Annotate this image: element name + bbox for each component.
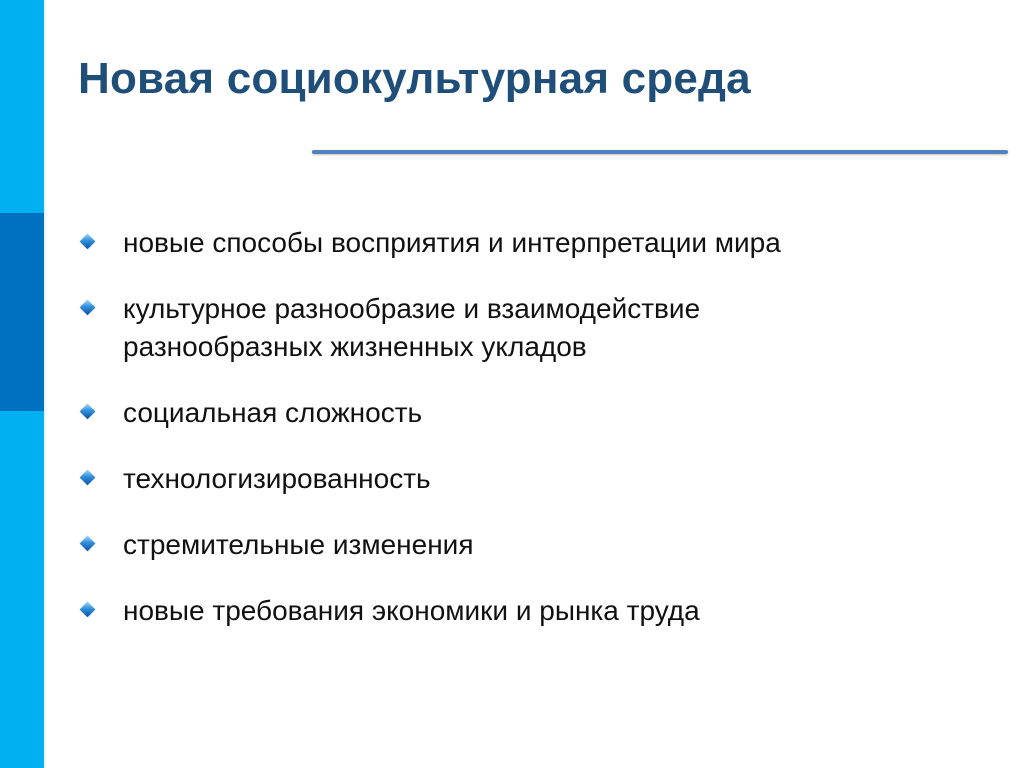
bullet-item (80, 224, 1000, 262)
title-underline (312, 150, 1008, 154)
bullet-text: стремительные изменения (123, 529, 474, 560)
bullet-item (80, 526, 1000, 564)
diamond-bullet-icon (80, 470, 96, 486)
bullet-item (80, 592, 1000, 630)
bullet-text: социальная сложность (123, 397, 423, 428)
diamond-bullet-icon (80, 300, 96, 316)
diamond-bullet-icon (80, 602, 96, 618)
bullet-text: культурное разнообразие и взаимодействие разнообразных жизненных укладов (123, 293, 701, 362)
diamond-bullet-icon (80, 404, 96, 420)
slide-title: Новая социокультурная среда (78, 54, 751, 103)
side-accent-bar-edge (44, 0, 46, 768)
bullet-text: новые требования экономики и рынка труда (123, 595, 700, 626)
bullet-list (80, 224, 1000, 658)
bullet-text: технологизированность (123, 463, 431, 494)
bullet-item (80, 290, 1000, 366)
side-accent-bar-highlight (0, 213, 44, 411)
bullet-item (80, 394, 1000, 432)
bullet-item (80, 460, 1000, 498)
diamond-bullet-icon (80, 234, 96, 250)
diamond-bullet-icon (80, 536, 96, 552)
bullet-text: новые способы восприятия и интерпретации мира (123, 227, 781, 258)
